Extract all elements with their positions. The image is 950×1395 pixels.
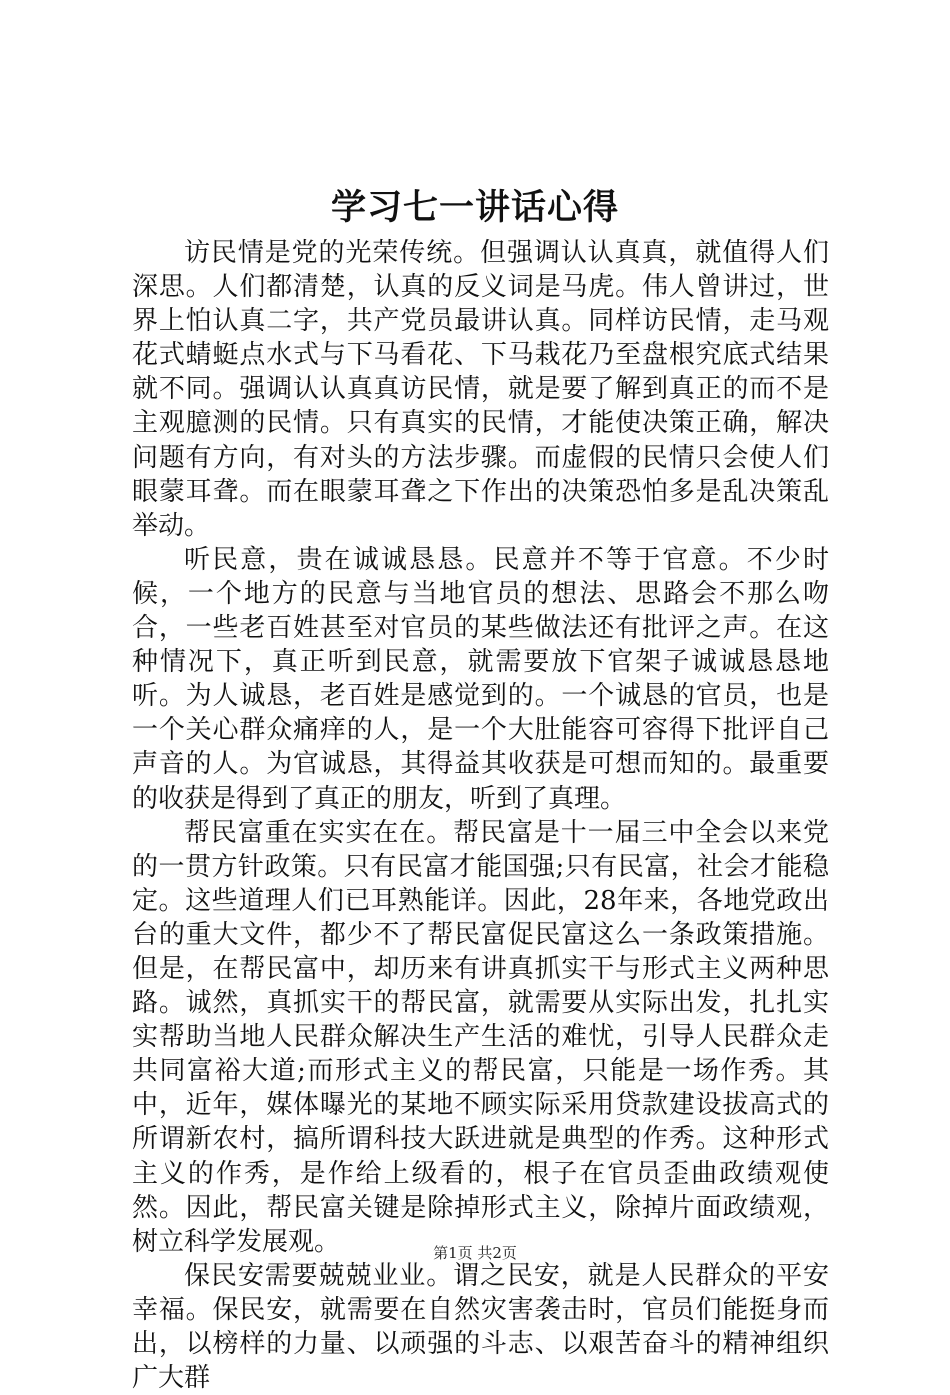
paragraph-listen-opinion: 听民意，贵在诚诚恳恳。民意并不等于官意。不少时候，一个地方的民意与当地官员的想法、思路会不那么吻合，一些老百姓甚至对官员的某些做法还有批评之声。在这种情况下，真正听到民意，就需要放下官架子诚诚恳恳地听。为人诚恳，老百姓是感觉到的。一个诚恳的官员，也是一个关心群众痛痒的人，是一个大肚能容可容得下批评自己声音的人。为官诚恳，其得益其收获是可想而知的。最重要的收获是得到了真正的朋友，听到了真理。 [132, 544, 829, 814]
page-footer: 第1页 共2页 [433, 1244, 517, 1262]
paragraph-ensure-safety: 保民安需要兢兢业业。谓之民安，就是人民群众的平安幸福。保民安，就需要在自然灾害袭击时，官员们能挺身而出，以榜样的力量、以顽强的斗志、以艰苦奋斗的精神组织广大群 [132, 1260, 829, 1394]
paragraph-visit-people: 访民情是党的光荣传统。但强调认认真真，就值得人们深思。人们都清楚，认真的反义词是马虎。伟人曾讲过，世界上怕认真二字，共产党员最讲认真。同样访民情，走马观花式蜻蜓点水式与下马看花、下马栽花乃至盘根究底式结果就不同。强调认认真真访民情，就是要了解到真正的而不是主观臆测的民情。只有真实的民情，才能使决策正确，解决问题有方向，有对头的方法步骤。而虚假的民情只会使人们眼蒙耳聋。而在眼蒙耳聋之下作出的决策恐怕多是乱决策乱举动。 [132, 238, 829, 541]
page-title: 学习七一讲话心得 [330, 187, 619, 228]
document-body [132, 236, 829, 1395]
paragraph-help-prosperity: 帮民富重在实实在在。帮民富是十一届三中全会以来党的一贯方针政策。只有民富才能国强;只有民富，社会才能稳定。这些道理人们已耳熟能详。因此，28年来，各地党政出台的重大文件，都少不了帮民富促民富这么一条政策措施。但是，在帮民富中，却历来有讲真抓实干与形式主义两种思路。诚然，真抓实干的帮民富，就需要从实际出发，扎扎实实帮助当地人民群众解决生产生活的难忧，引导人民群众走共同富裕大道;而形式主义的帮民富，只能是一场作秀。其中，近年，媒体曝光的某地不顾实际采用贷款建设拔高式的所谓新农村，搞所谓科技大跃进就是典型的作秀。这种形式主义的作秀，是作给上级看的，根子在官员歪曲政绩观使然。因此，帮民富关键是除掉形式主义，除掉片面政绩观，树立科学发展观。 [132, 817, 829, 1257]
